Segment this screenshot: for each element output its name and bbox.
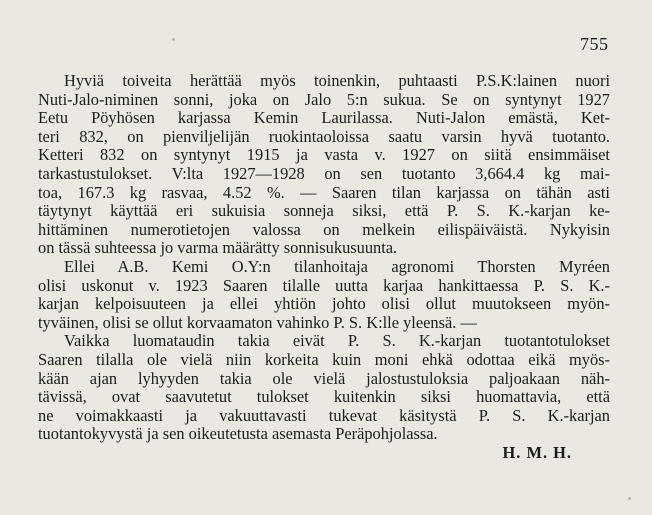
- page-number: 755: [580, 34, 609, 54]
- author-signature: H. M. H.: [502, 442, 572, 462]
- text-line: Ellei A.B. Kemi O.Y:n tilanhoitaja agronomi Thorsten Myréen: [64, 256, 610, 276]
- text-line: täytynyt käyttää eri sukuisia sonneja siksi, että P. S. K.-karjan ke-: [38, 201, 610, 221]
- paper-speck: [172, 38, 175, 41]
- text-line: Eetu Pöyhösen karjassa Kemin Laurilassa. Nuti-Jalon emästä, Ket-: [38, 108, 610, 128]
- text-line: tarkastustulokset. V:lta 1927—1928 on sen tuotanto 3,664.4 kg mai-: [38, 163, 610, 183]
- text-line: Saaren tilalla ole vielä niin korkeita kuin moni ehkä odottaa eikä myös-: [38, 349, 610, 369]
- text-line: tävissä, ovat saavutetut tulokset kuitenkin siksi huomattavia, että: [38, 387, 610, 407]
- text-line: teri 832, on pienviljelijän ruokintaoloissa saatu varsin hyvä tuotanto.: [38, 126, 610, 146]
- text-line: tuotantokyvystä ja sen oikeutetusta asemasta Peräpohjolassa.: [38, 424, 438, 444]
- text-line: Vaikka luomataudin takia eivät P. S. K.-karjan tuotantotulokset: [64, 331, 610, 351]
- text-line: on tässä suhteessa jo varma määrätty sonnisukusuunta.: [38, 238, 398, 258]
- article-text: [38, 72, 610, 462]
- text-line: toa, 167.3 kg rasvaa, 4.52 %. — Saaren tilan karjassa on tähän asti: [38, 182, 610, 202]
- paper-speck: [628, 497, 631, 500]
- text-line: olisi uskonut v. 1923 Saaren tilalle uutta karjaa hankittaessa P. S. K.-: [38, 275, 610, 295]
- text-line: tyväinen, olisi se ollut korvaamaton vahinko P. S. K:lle yleensä. —: [38, 312, 477, 332]
- text-line: Nuti-Jalo-niminen sonni, joka on Jalo 5:n sukua. Se on syntynyt 1927: [38, 89, 610, 109]
- text-line: Hyviä toiveita herättää myös toinenkin, puhtaasti P.S.K:lainen nuori: [64, 71, 610, 90]
- text-line: karjan kelpoisuuteen ja ellei yhtiön johto olisi ollut muutokseen myön-: [38, 294, 610, 314]
- text-line: hittäminen numerotietojen valossa on melkein eilispäiväistä. Nykyisin: [38, 219, 610, 239]
- text-line: ne voimakkaasti ja vakuuttavasti tukevat käsitystä P. S. K.-karjan: [38, 405, 610, 425]
- text-line: kään ajan lyhyyden takia ole vielä jalostustuloksia paljoakaan näh-: [38, 368, 610, 388]
- text-line: Ketteri 832 on syntynyt 1915 ja vasta v. 1927 on siitä ensimmäiset: [38, 145, 610, 165]
